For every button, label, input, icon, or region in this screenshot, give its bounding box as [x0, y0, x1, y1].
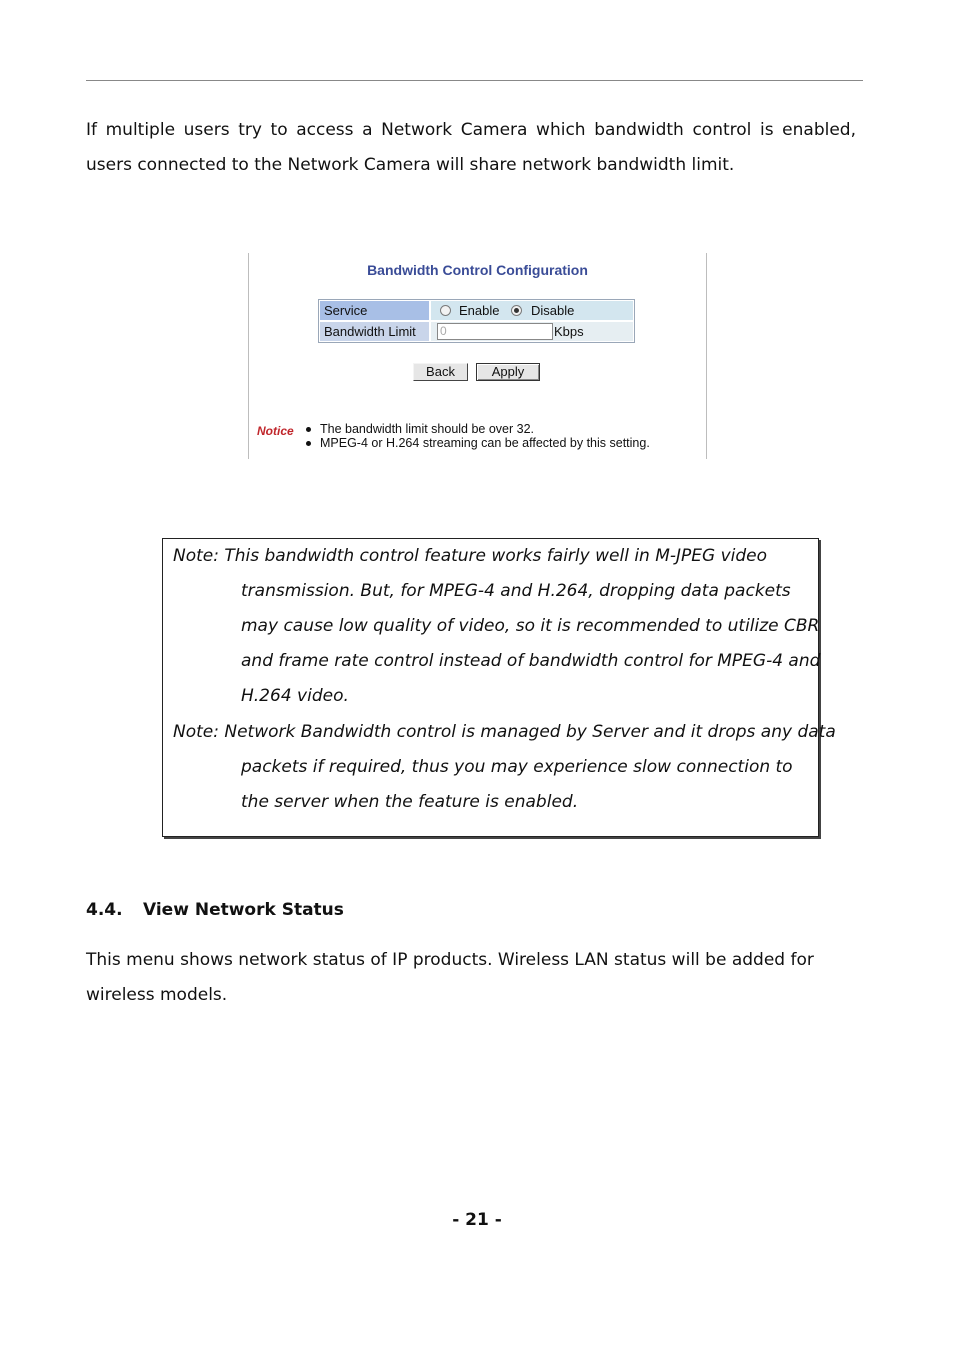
intro-paragraph: If multiple users try to access a Network Camera which bandwidth control is enabled, users connected to the Network Camera will share network bandwidth limit. — [86, 120, 856, 175]
section-title: View Network Status — [143, 900, 344, 920]
note-box — [162, 538, 836, 837]
enable-label: Enable — [459, 303, 500, 318]
note-2-continuation: packets if required, thus you may experience slow connection to the server when the feature is enabled. — [241, 757, 793, 812]
notice-item: MPEG-4 or H.264 streaming can be affected by this setting. — [305, 436, 650, 450]
disable-label: Disable — [531, 303, 575, 318]
service-row — [320, 301, 633, 320]
panel-title: Bandwidth Control Configuration — [367, 262, 588, 278]
bandwidth-limit-row — [320, 322, 633, 341]
notice-label: Notice — [257, 424, 294, 438]
bandwidth-config-screenshot — [248, 253, 707, 459]
disable-radio[interactable] — [511, 305, 522, 316]
section-paragraph: This menu shows network status of IP products. Wireless LAN status will be added for wireless models. — [86, 950, 814, 1005]
header-rule — [86, 80, 863, 81]
enable-radio[interactable] — [440, 305, 451, 316]
bandwidth-unit: Kbps — [554, 324, 584, 339]
back-button[interactable]: Back — [413, 363, 468, 381]
apply-button[interactable]: Apply — [476, 363, 540, 381]
service-label: Service — [320, 301, 429, 320]
note-1-first-line: Note: This bandwidth control feature works fairly well in M-JPEG video — [173, 546, 768, 566]
page-number: - 21 - — [452, 1210, 502, 1230]
section-number: 4.4. — [86, 900, 123, 920]
notice-list — [305, 422, 650, 450]
service-options — [431, 301, 633, 320]
bandwidth-limit-label: Bandwidth Limit — [320, 322, 429, 341]
section-heading — [86, 898, 344, 922]
config-table — [318, 299, 635, 343]
notice-item: The bandwidth limit should be over 32. — [305, 422, 650, 436]
bandwidth-limit-value — [431, 322, 633, 341]
note-2-first-line: Note: Network Bandwidth control is managed by Server and it drops any data — [173, 722, 836, 742]
note-1-continuation: transmission. But, for MPEG-4 and H.264, dropping data packets may cause low quality of video, so it is recommended to utilize CBR and frame rate control instead of bandwidth control for MPEG-4 and H.264 video. — [241, 581, 821, 706]
note-1 — [173, 539, 821, 706]
bandwidth-limit-input[interactable]: 0 — [437, 323, 553, 340]
note-2 — [173, 715, 836, 812]
